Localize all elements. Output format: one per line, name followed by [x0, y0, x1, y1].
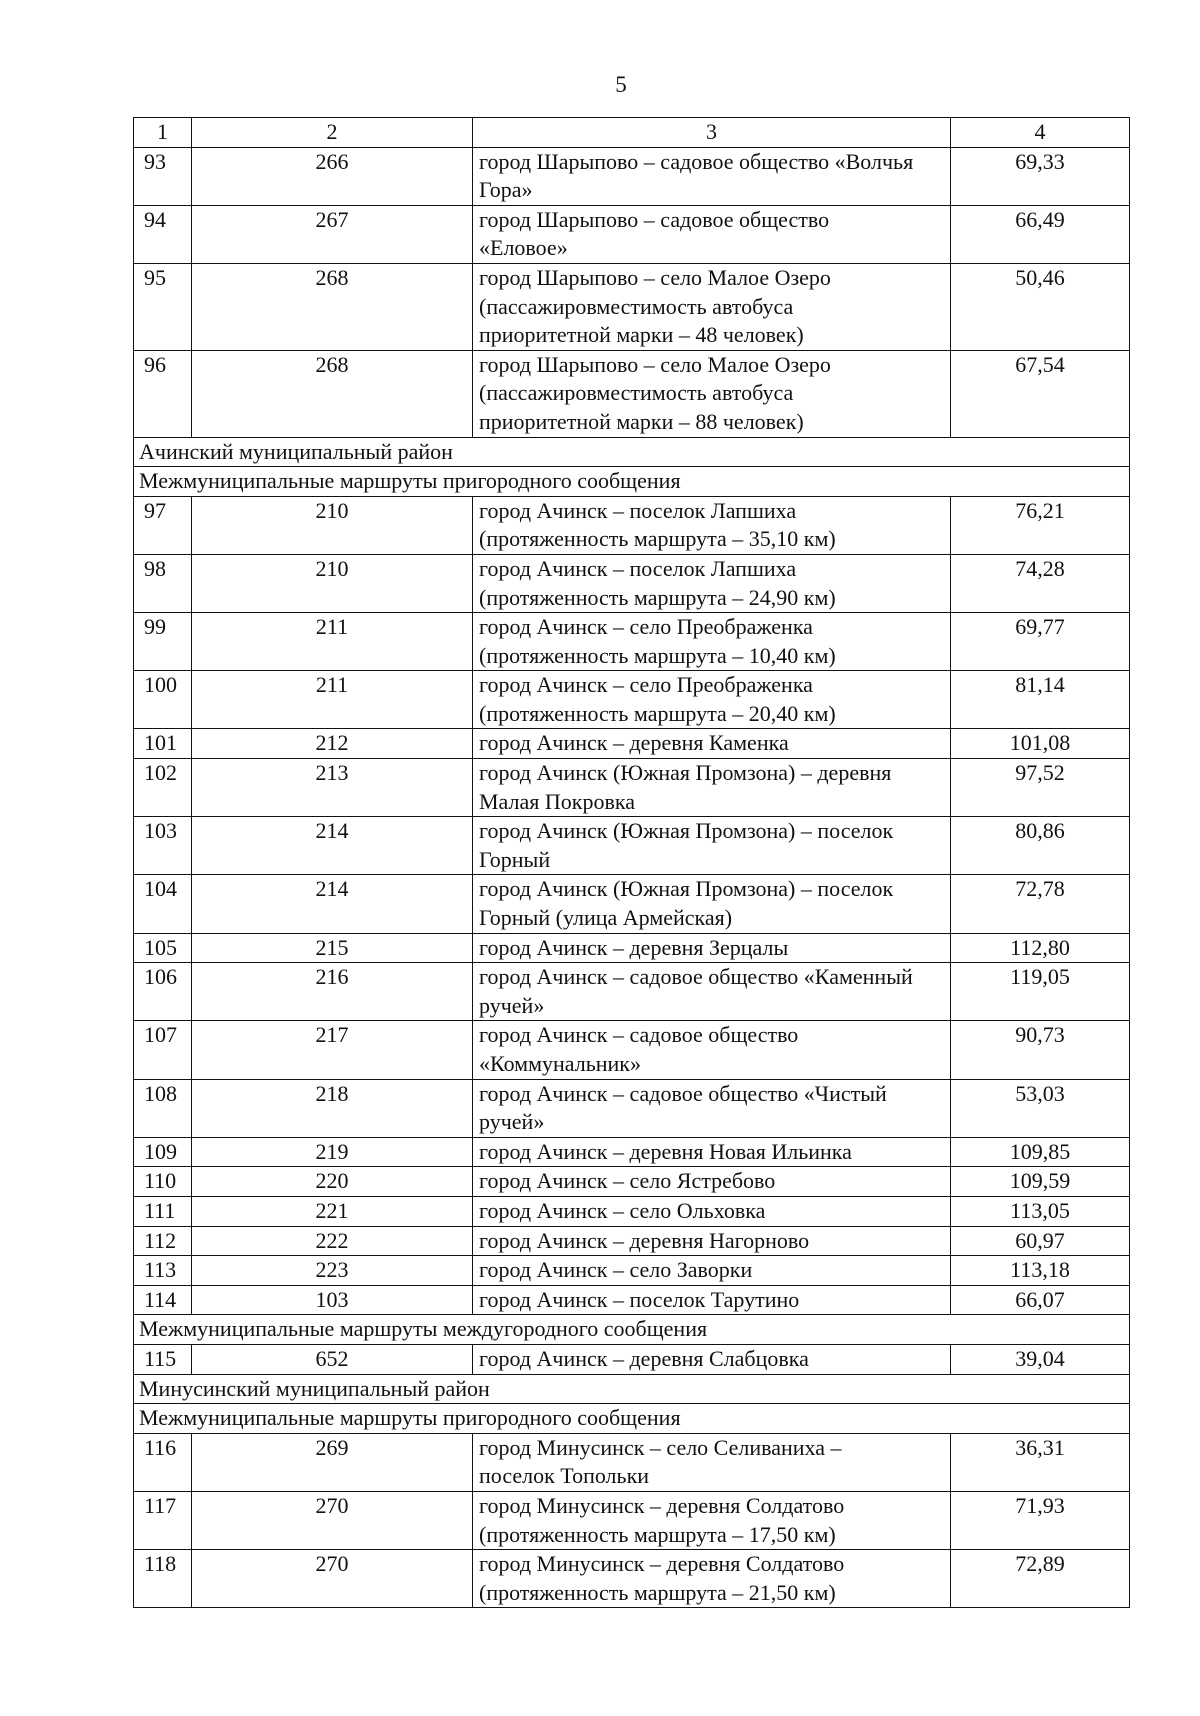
table-row — [134, 933, 1130, 963]
table-row — [134, 1079, 1130, 1137]
route-value: 69,33 — [951, 147, 1130, 205]
route-name: город Минусинск – деревня Солдатово (протяженность маршрута – 17,50 км) — [473, 1491, 951, 1549]
route-name: город Шарыпово – садовое общество «Еловое» — [473, 205, 951, 263]
table-row — [134, 1491, 1130, 1549]
route-number: 103 — [192, 1285, 473, 1315]
route-number: 215 — [192, 933, 473, 963]
route-value: 53,03 — [951, 1079, 1130, 1137]
page-number: 5 — [615, 72, 627, 97]
route-number: 217 — [192, 1021, 473, 1079]
route-value: 50,46 — [951, 263, 1130, 350]
table-row — [134, 671, 1130, 729]
row-number: 97 — [134, 496, 192, 554]
route-number: 267 — [192, 205, 473, 263]
row-number: 96 — [134, 350, 192, 437]
route-value: 97,52 — [951, 759, 1130, 817]
section-title: Межмуниципальные маршруты пригородного сообщения — [134, 467, 1130, 497]
row-number: 109 — [134, 1137, 192, 1167]
row-number: 104 — [134, 875, 192, 933]
route-value: 119,05 — [951, 963, 1130, 1021]
table-row — [134, 963, 1130, 1021]
route-number: 220 — [192, 1167, 473, 1197]
route-number: 214 — [192, 817, 473, 875]
route-number: 210 — [192, 496, 473, 554]
route-value: 74,28 — [951, 554, 1130, 612]
route-name: город Ачинск – деревня Каменка — [473, 729, 951, 759]
row-number: 116 — [134, 1433, 192, 1491]
row-number: 103 — [134, 817, 192, 875]
table-row — [134, 554, 1130, 612]
route-name: город Ачинск – садовое общество «Коммунальник» — [473, 1021, 951, 1079]
route-value: 109,59 — [951, 1167, 1130, 1197]
route-value: 109,85 — [951, 1137, 1130, 1167]
route-value: 36,31 — [951, 1433, 1130, 1491]
route-name: город Ачинск – садовое общество «Чистый ручей» — [473, 1079, 951, 1137]
routes-table-body — [134, 118, 1130, 1608]
row-number: 102 — [134, 759, 192, 817]
route-name: город Ачинск (Южная Промзона) – поселок Горный (улица Армейская) — [473, 875, 951, 933]
route-name: город Шарыпово – садовое общество «Волчья Гора» — [473, 147, 951, 205]
route-number: 652 — [192, 1344, 473, 1374]
route-value: 81,14 — [951, 671, 1130, 729]
route-name: город Шарыпово – село Малое Озеро (пассажировместимость автобуса приоритетной марки – 48 человек) — [473, 263, 951, 350]
route-number: 268 — [192, 263, 473, 350]
route-name: город Ачинск – поселок Тарутино — [473, 1285, 951, 1315]
routes-table — [133, 117, 1130, 1608]
route-name: город Ачинск – село Ольховка — [473, 1196, 951, 1226]
table-row — [134, 729, 1130, 759]
row-number: 95 — [134, 263, 192, 350]
table-row — [134, 1550, 1130, 1608]
row-number: 101 — [134, 729, 192, 759]
column-header-1: 1 — [134, 118, 192, 148]
route-value: 112,80 — [951, 933, 1130, 963]
route-value: 60,97 — [951, 1226, 1130, 1256]
table-row — [134, 1137, 1130, 1167]
route-number: 211 — [192, 613, 473, 671]
route-value: 72,78 — [951, 875, 1130, 933]
route-number: 212 — [192, 729, 473, 759]
table-row — [134, 496, 1130, 554]
row-number: 107 — [134, 1021, 192, 1079]
route-number: 270 — [192, 1550, 473, 1608]
route-value: 71,93 — [951, 1491, 1130, 1549]
row-number: 114 — [134, 1285, 192, 1315]
section-row — [134, 1404, 1130, 1434]
route-name: город Ачинск – село Ястребово — [473, 1167, 951, 1197]
row-number: 98 — [134, 554, 192, 612]
route-name: город Ачинск – поселок Лапшиха (протяженность маршрута – 35,10 км) — [473, 496, 951, 554]
row-number: 105 — [134, 933, 192, 963]
section-title: Межмуниципальные маршруты пригородного сообщения — [134, 1404, 1130, 1434]
route-number: 268 — [192, 350, 473, 437]
table-row — [134, 147, 1130, 205]
route-value: 72,89 — [951, 1550, 1130, 1608]
column-header-2: 2 — [192, 118, 473, 148]
row-number: 100 — [134, 671, 192, 729]
table-row — [134, 1285, 1130, 1315]
route-value: 39,04 — [951, 1344, 1130, 1374]
route-name: город Ачинск (Южная Промзона) – деревня Малая Покровка — [473, 759, 951, 817]
table-row — [134, 1256, 1130, 1286]
route-value: 113,18 — [951, 1256, 1130, 1286]
table-row — [134, 205, 1130, 263]
route-number: 211 — [192, 671, 473, 729]
route-name: город Ачинск – садовое общество «Каменный ручей» — [473, 963, 951, 1021]
row-number: 113 — [134, 1256, 192, 1286]
route-value: 80,86 — [951, 817, 1130, 875]
row-number: 115 — [134, 1344, 192, 1374]
route-number: 210 — [192, 554, 473, 612]
table-row — [134, 263, 1130, 350]
route-number: 223 — [192, 1256, 473, 1286]
route-name: город Минусинск – деревня Солдатово (протяженность маршрута – 21,50 км) — [473, 1550, 951, 1608]
row-number: 94 — [134, 205, 192, 263]
route-value: 90,73 — [951, 1021, 1130, 1079]
route-name: город Ачинск – деревня Нагорново — [473, 1226, 951, 1256]
route-name: город Ачинск – село Преображенка (протяженность маршрута – 20,40 км) — [473, 671, 951, 729]
route-name: город Ачинск – деревня Слабцовка — [473, 1344, 951, 1374]
row-number: 112 — [134, 1226, 192, 1256]
route-value: 101,08 — [951, 729, 1130, 759]
column-header-4: 4 — [951, 118, 1130, 148]
route-value: 66,07 — [951, 1285, 1130, 1315]
row-number: 111 — [134, 1196, 192, 1226]
row-number: 93 — [134, 147, 192, 205]
route-name: город Шарыпово – село Малое Озеро (пассажировместимость автобуса приоритетной марки – 88 человек) — [473, 350, 951, 437]
table-header-row — [134, 118, 1130, 148]
route-number: 266 — [192, 147, 473, 205]
table-row — [134, 1344, 1130, 1374]
table-row — [134, 1021, 1130, 1079]
section-title: Минусинский муниципальный район — [134, 1374, 1130, 1404]
route-number: 219 — [192, 1137, 473, 1167]
route-name: город Ачинск – деревня Новая Ильинка — [473, 1137, 951, 1167]
table-row — [134, 1196, 1130, 1226]
section-title: Ачинский муниципальный район — [134, 437, 1130, 467]
table-row — [134, 1433, 1130, 1491]
route-number: 221 — [192, 1196, 473, 1226]
column-header-3: 3 — [473, 118, 951, 148]
route-value: 66,49 — [951, 205, 1130, 263]
section-row — [134, 1315, 1130, 1345]
row-number: 99 — [134, 613, 192, 671]
route-name: город Ачинск – поселок Лапшиха (протяженность маршрута – 24,90 км) — [473, 554, 951, 612]
section-row — [134, 1374, 1130, 1404]
route-number: 218 — [192, 1079, 473, 1137]
table-row — [134, 1167, 1130, 1197]
table-row — [134, 875, 1130, 933]
route-name: город Ачинск (Южная Промзона) – поселок Горный — [473, 817, 951, 875]
route-name: город Ачинск – село Преображенка (протяженность маршрута – 10,40 км) — [473, 613, 951, 671]
route-number: 269 — [192, 1433, 473, 1491]
row-number: 110 — [134, 1167, 192, 1197]
section-row — [134, 467, 1130, 497]
section-title: Межмуниципальные маршруты междугородного сообщения — [134, 1315, 1130, 1345]
row-number: 118 — [134, 1550, 192, 1608]
row-number: 117 — [134, 1491, 192, 1549]
route-value: 113,05 — [951, 1196, 1130, 1226]
route-name: город Минусинск – село Селиваниха – поселок Топольки — [473, 1433, 951, 1491]
section-row — [134, 437, 1130, 467]
route-name: город Ачинск – деревня Зерцалы — [473, 933, 951, 963]
route-number: 270 — [192, 1491, 473, 1549]
table-row — [134, 350, 1130, 437]
table-row — [134, 759, 1130, 817]
route-value: 69,77 — [951, 613, 1130, 671]
route-number: 213 — [192, 759, 473, 817]
route-number: 222 — [192, 1226, 473, 1256]
row-number: 106 — [134, 963, 192, 1021]
route-name: город Ачинск – село Заворки — [473, 1256, 951, 1286]
table-row — [134, 613, 1130, 671]
row-number: 108 — [134, 1079, 192, 1137]
table-row — [134, 817, 1130, 875]
route-number: 214 — [192, 875, 473, 933]
route-value: 67,54 — [951, 350, 1130, 437]
route-number: 216 — [192, 963, 473, 1021]
route-value: 76,21 — [951, 496, 1130, 554]
table-row — [134, 1226, 1130, 1256]
